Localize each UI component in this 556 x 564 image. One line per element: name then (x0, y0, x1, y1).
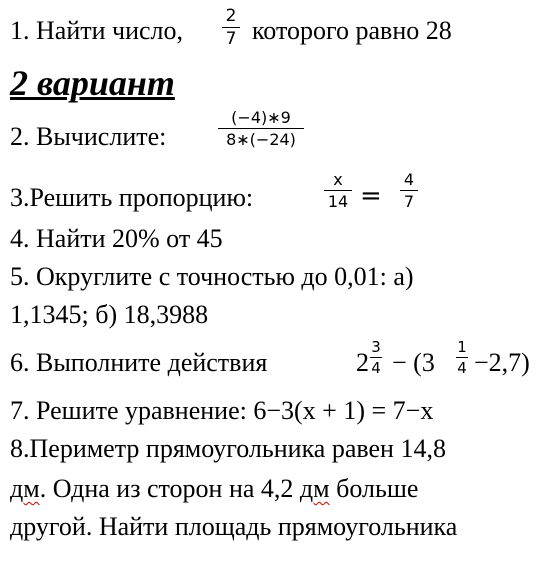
fraction-bar (400, 190, 418, 191)
fraction-denominator: 4 (371, 359, 381, 377)
fraction-denominator: 7 (403, 192, 415, 211)
problem-8-line-3 (10, 512, 457, 542)
fraction-denominator: 7 (225, 29, 237, 49)
problem-1 (10, 16, 183, 46)
problem-1-tail: которого равно 28 (252, 16, 452, 45)
problem-5-line-2: 1,1345; б) 18,3988 (10, 300, 209, 329)
problem-3-left-fraction (324, 170, 352, 211)
variant-title: 2 вариант (10, 63, 175, 103)
fraction-numerator: 3 (371, 338, 381, 356)
expression-tail: −2,7) (474, 348, 530, 377)
fraction-bar (370, 357, 382, 358)
problem-2-fraction (218, 108, 304, 149)
problem-1-fraction (222, 6, 240, 49)
fraction-bar (218, 128, 304, 129)
fraction-denominator: 4 (457, 359, 467, 377)
equals-sign: = (360, 181, 382, 211)
problem-3-right-fraction (400, 170, 418, 211)
problem-2-text: 2. Вычислите: (10, 122, 167, 151)
fraction-numerator: (−4)∗9 (231, 108, 291, 127)
fraction-numerator: 2 (225, 6, 237, 26)
problem-8-line-1: 8.Периметр прямоугольника равен 14,8 (10, 434, 446, 463)
problem-8-line-3-text: другой. Найти площадь прямоугольника (10, 512, 458, 541)
problem-8-line-2 (10, 474, 418, 504)
fraction-bar (456, 357, 468, 358)
fraction-denominator: 8∗(−24) (226, 130, 296, 149)
problem-1-text: 1. Найти число, (10, 16, 184, 45)
problem-6-text: 6. Выполните действия (10, 348, 268, 377)
fraction-numerator: x (333, 170, 343, 189)
fraction-numerator: 4 (403, 170, 415, 189)
mixed-number-fraction-2 (456, 338, 468, 377)
mixed-number-fraction-1 (370, 338, 382, 377)
problem-8-line-2-mid: . Одна из сторон на 4,2 (39, 474, 300, 503)
fraction-denominator: 14 (327, 192, 349, 211)
problem-4-text: 4. Найти 20% от 45 (10, 224, 223, 253)
spellcheck-word: дм (10, 474, 40, 503)
fraction-bar (222, 27, 240, 28)
mixed-number-whole: 2 (356, 348, 369, 377)
problem-8-line-2-end: больше (329, 474, 419, 503)
spellcheck-word: дм (299, 474, 330, 503)
problem-5-line-1: 5. Округлите с точностью до 0,01: а) (10, 262, 414, 291)
problem-3-text: 3.Решить пропорцию: (10, 183, 254, 212)
fraction-numerator: 1 (457, 338, 467, 356)
minus-open-paren: − (3 (392, 348, 435, 377)
problem-7-text: 7. Решите уравнение: 6−3(x + 1) = 7−x (10, 396, 434, 425)
fraction-bar (324, 190, 352, 191)
